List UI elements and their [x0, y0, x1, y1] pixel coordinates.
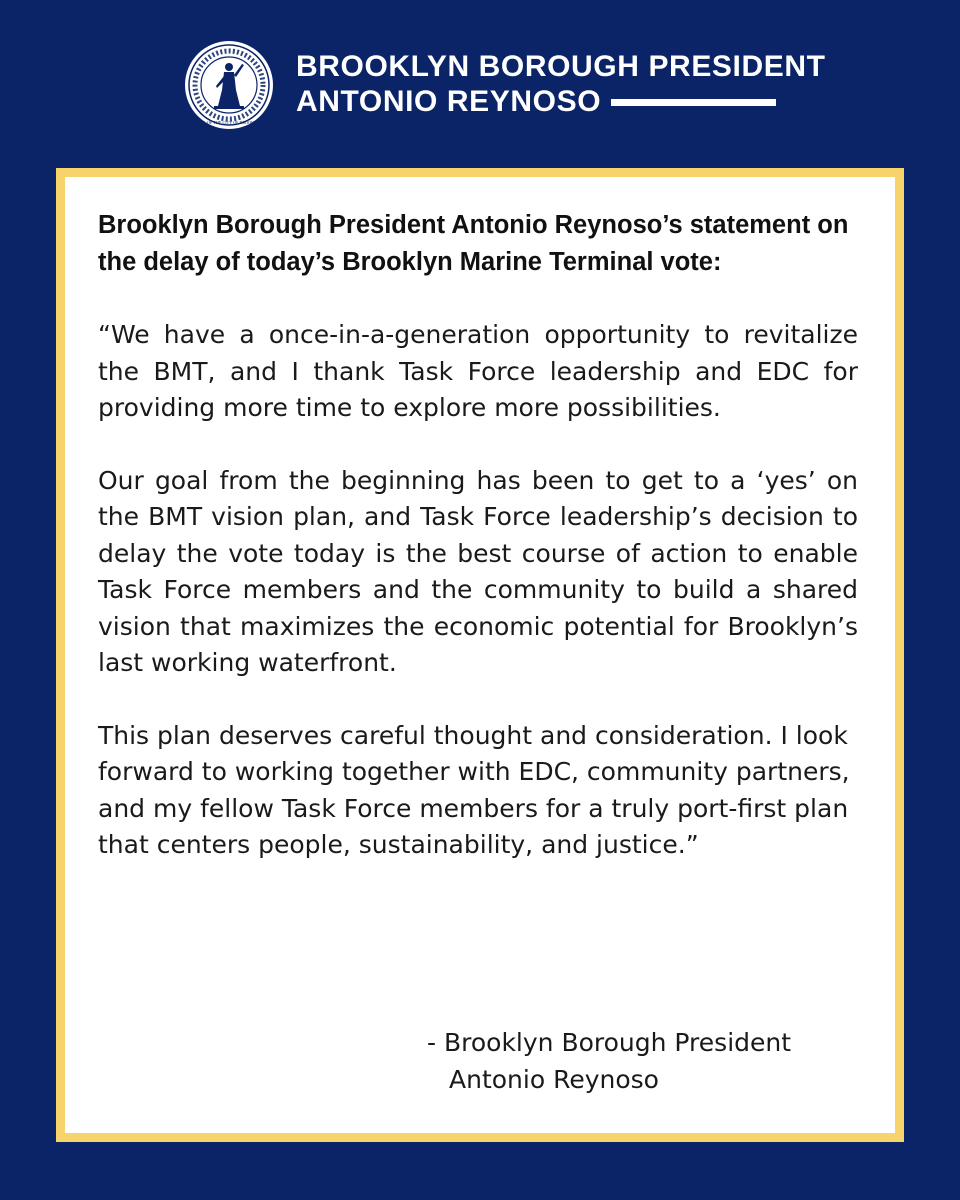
statement-paragraph-2: Our goal from the beginning has been to get to a ‘yes’ on the BMT vision plan, and Task Force leadership’s decision to delay the vote today is the best course of action to enable Task Force members and the community to build a shared vision that maximizes the economic potential for Brooklyn’s last working waterfront.: [98, 465, 858, 677]
signature-line-1: - Brooklyn Borough President: [427, 1028, 792, 1057]
header-title-line1: BROOKLYN BOROUGH PRESIDENT: [296, 50, 826, 83]
signature: [427, 1025, 791, 1098]
header-rule: [611, 99, 776, 106]
statement-paragraph-1: “We have a once-in-a-generation opportunity to revitalize the BMT, and I thank Task Force leadership and EDC for providing more time to explore more possibilities.: [98, 320, 858, 422]
seal-text: SEAL OF THE CITY OF BROOKLYN: [195, 120, 263, 125]
statement-card: [56, 168, 904, 1142]
borough-seal-icon: [184, 40, 274, 130]
header-title-line2: ANTONIO REYNOSO: [296, 85, 602, 118]
statement-paragraph-3: This plan deserves careful thought and consideration. I look forward to working together with EDC, community partners, and my fellow Task Force members for a truly port-first plan that centers people, sustainability, and justice.”: [98, 720, 850, 859]
statement-headline: Brooklyn Borough President Antonio Reynoso’s statement on the delay of today’s Brooklyn Marine Terminal vote:: [98, 211, 849, 276]
signature-line-2: Antonio Reynoso: [449, 1064, 659, 1094]
header: [184, 40, 826, 132]
statement-body: [98, 207, 858, 864]
